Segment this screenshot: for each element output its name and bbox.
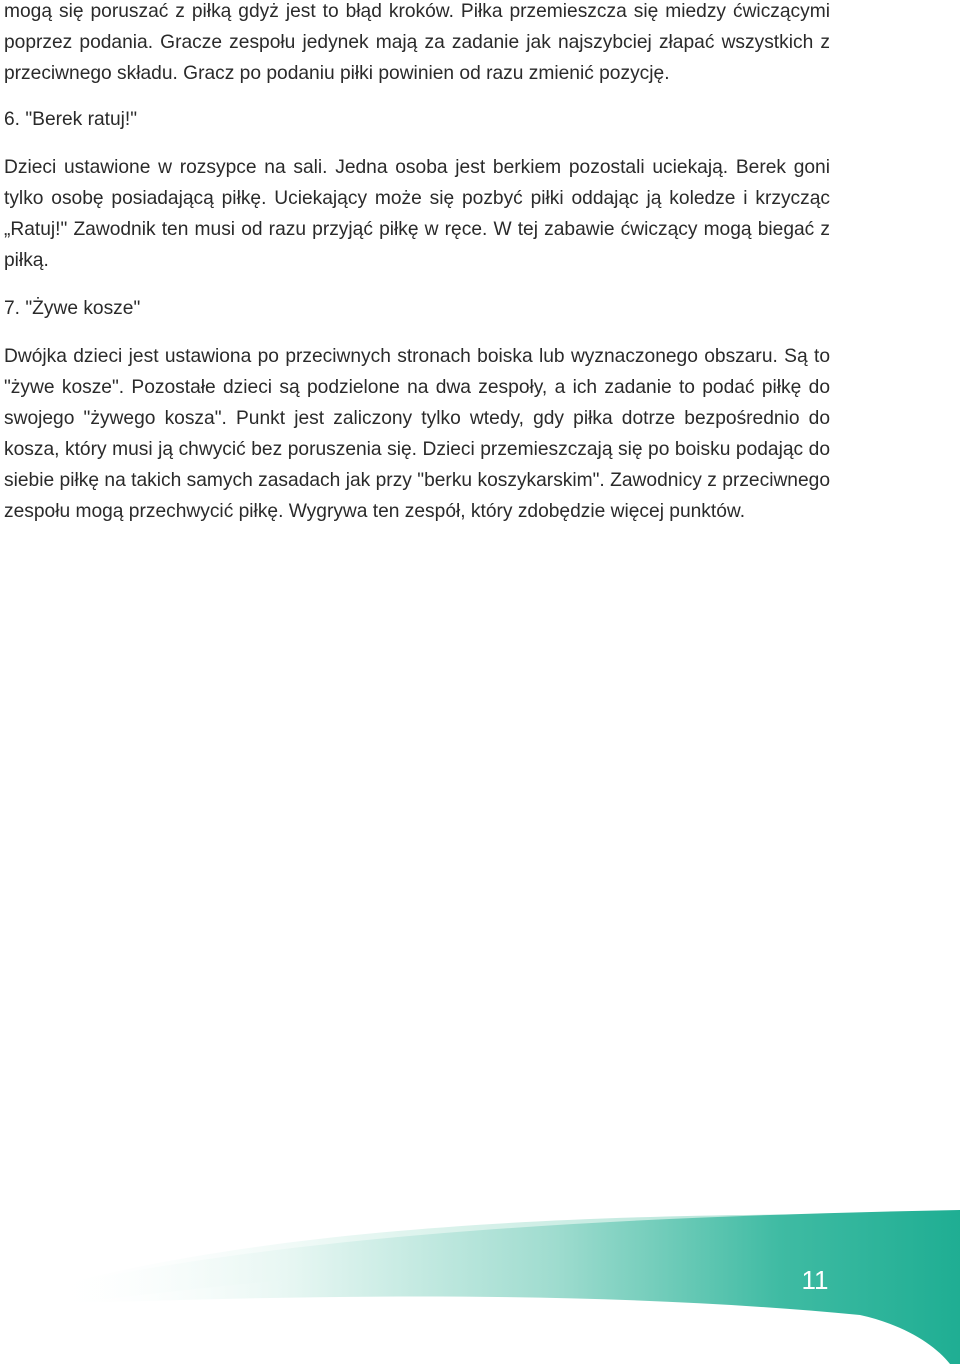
section-heading-zywe-kosze: 7. "Żywe kosze"	[4, 298, 141, 319]
page-number: 11	[801, 1265, 829, 1295]
page-content	[4, 0, 830, 527]
section-heading-berek-ratuj: 6. "Berek ratuj!"	[4, 109, 138, 130]
section-body-zywe-kosze: Dwójka dzieci jest ustawiona po przeciwnych stronach boiska lub wyznaczonego obszaru. Są to "żywe kosze". Pozostałe dzieci są podzielone na dwa zespoły, a ich zadanie to podać piłkę do swojego "żywego kosza". Punkt jest zaliczony tylko wtedy, gdy piłka dotrze bezpośrednio do kosza, który musi ją chwycić bez poruszenia się. Dzieci przemieszczają się po boisku podając do siebie piłkę na takich samych zasadach jak przy "berku koszykarskim". Zawodnicy z przeciwnego zespołu mogą przechwycić piłkę. Wygrywa ten zespół, który zdobędzie więcej punktów.	[4, 346, 830, 522]
section-body-berek-ratuj: Dzieci ustawione w rozsypce na sali. Jedna osoba jest berkiem pozostali uciekają. Berek goni tylko osobę posiadającą piłkę. Uciekający może się pozbyć piłki oddając ją koledze i krzycząc „Ratuj!" Zawodnik ten musi od razu przyjąć piłkę w ręce. W tej zabawie ćwiczący mogą biegać z piłką.	[4, 157, 830, 271]
intro-paragraph: mogą się poruszać z piłką gdyż jest to błąd kroków. Piłka przemieszcza się miedzy ćwiczącymi poprzez podania. Gracze zespołu jedynek mają za zadanie jak najszybciej złapać wszystkich z przeciwnego składu. Gracz po podaniu piłki powinien od razu zmienić pozycję.	[4, 1, 830, 84]
